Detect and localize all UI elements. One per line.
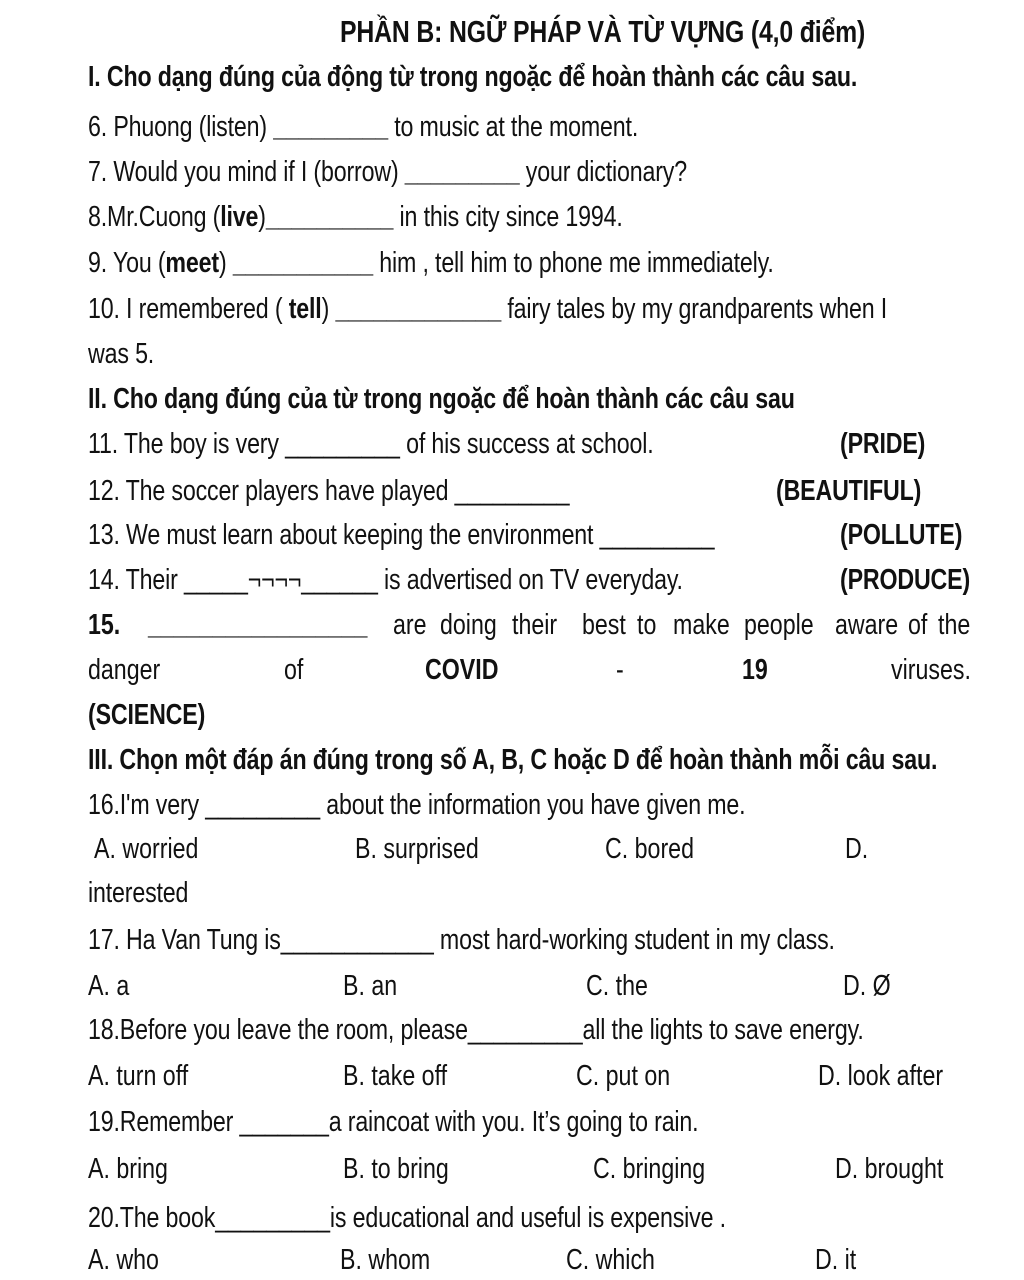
section-2-heading: II. Cho dạng đúng của từ trong ngoặc để hoàn thành các câu sau bbox=[88, 383, 795, 415]
option-c[interactable]: C. bringing bbox=[593, 1153, 706, 1185]
question-9: 9. You (meet) ___________ him , tell him to phone me immediately. bbox=[88, 247, 774, 279]
question-13-word: (POLLUTE) bbox=[840, 519, 963, 551]
page-title: PHẦN B: NGỮ PHÁP VÀ TỪ VỰNG (4,0 điểm) bbox=[340, 14, 866, 49]
question-14-word: (PRODUCE) bbox=[840, 564, 971, 596]
option-b[interactable]: B. take off bbox=[343, 1060, 448, 1092]
option-a[interactable]: A. a bbox=[88, 970, 130, 1002]
question-6: 6. Phuong (listen) _________ to music at the moment. bbox=[88, 111, 639, 143]
option-b[interactable]: B. to bring bbox=[343, 1153, 449, 1185]
question-17: 17. Ha Van Tung is____________ most hard-working student in my class. bbox=[88, 924, 835, 956]
option-c[interactable]: C. which bbox=[566, 1244, 655, 1276]
question-16: 16.I'm very _________ about the information you have given me. bbox=[88, 789, 746, 821]
section-3-heading: III. Chọn một đáp án đúng trong số A, B, C hoặc D để hoàn thành mỗi câu sau. bbox=[88, 744, 938, 776]
option-a[interactable]: A. turn off bbox=[88, 1060, 189, 1092]
option-b[interactable]: B. surprised bbox=[355, 833, 479, 865]
question-18: 18.Before you leave the room, please_________all the lights to save energy. bbox=[88, 1014, 864, 1046]
question-12: 12. The soccer players have played _________ bbox=[88, 475, 570, 507]
section-1-heading: I. Cho dạng đúng của động từ trong ngoặc để hoàn thành các câu sau. bbox=[88, 61, 858, 93]
question-16-options bbox=[88, 829, 976, 869]
question-14: 14. Their _____¬¬¬¬______ is advertised on TV everyday. bbox=[88, 564, 683, 596]
question-12-word: (BEAUTIFUL) bbox=[776, 475, 922, 507]
question-8: 8.Mr.Cuong (live)__________ in this city since 1994. bbox=[88, 201, 623, 233]
question-18-options bbox=[88, 1056, 976, 1096]
option-a[interactable]: A. who bbox=[88, 1244, 159, 1276]
option-d[interactable]: D. it bbox=[815, 1244, 857, 1276]
question-16-option-d-continued[interactable]: interested bbox=[88, 877, 189, 909]
option-d[interactable]: D. look after bbox=[818, 1060, 944, 1092]
question-15-line-2: danger of COVID - 19 viruses. bbox=[88, 654, 971, 686]
option-c[interactable]: C. put on bbox=[576, 1060, 671, 1092]
question-20-options bbox=[88, 1240, 976, 1280]
question-10: 10. I remembered ( tell) _____________ fairy tales by my grandparents when I bbox=[88, 293, 888, 325]
option-a[interactable]: A. bring bbox=[88, 1153, 168, 1185]
question-15-word: (SCIENCE) bbox=[88, 699, 206, 731]
question-19: 19.Remember _______a raincoat with you. It’s going to rain. bbox=[88, 1106, 699, 1138]
question-11-word: (PRIDE) bbox=[840, 428, 926, 460]
question-19-options bbox=[88, 1149, 976, 1189]
option-c[interactable]: C. bored bbox=[605, 833, 694, 865]
option-d[interactable]: D. brought bbox=[835, 1153, 944, 1185]
question-20: 20.The book_________is educational and useful is expensive . bbox=[88, 1202, 726, 1234]
option-b[interactable]: B. an bbox=[343, 970, 398, 1002]
question-17-options bbox=[88, 966, 976, 1006]
option-a[interactable]: A. worried bbox=[94, 833, 199, 865]
question-15-line-1: 15. _________________ are doing their best to make people aware of the bbox=[88, 609, 971, 641]
option-c[interactable]: C. the bbox=[586, 970, 648, 1002]
question-13: 13. We must learn about keeping the environment _________ bbox=[88, 519, 715, 551]
option-d[interactable]: D. Ø bbox=[843, 970, 891, 1002]
question-11: 11. The boy is very _________ of his success at school. bbox=[88, 428, 654, 460]
option-d[interactable]: D. bbox=[845, 833, 869, 865]
option-b[interactable]: B. whom bbox=[340, 1244, 431, 1276]
question-10-continued: was 5. bbox=[88, 338, 155, 370]
question-7: 7. Would you mind if I (borrow) _________ your dictionary? bbox=[88, 156, 687, 188]
